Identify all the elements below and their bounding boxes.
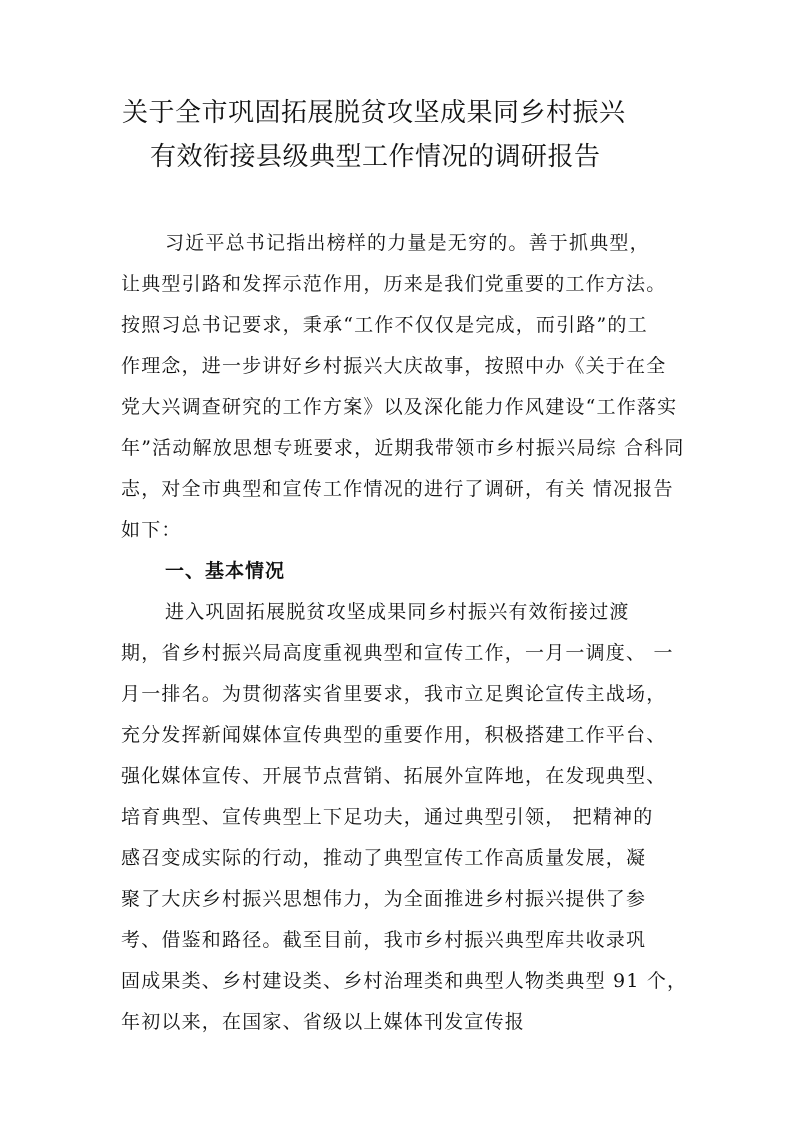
section-heading: 一、基本情况 [165,560,286,582]
intro-line: 如下： [121,519,182,541]
intro-line: 作理念，进一步讲好乡村振兴大庆故事，按照中办《关于在全 [121,355,667,377]
intro-line: 党大兴调查研究的工作方案》以及深化能力作风建设“工作落实 [121,396,678,418]
intro-line: 志，对全市典型和宣传工作情况的进行了调研，有关 情况报告 [121,478,674,500]
section-line: 进入巩固拓展脱贫攻坚成果同乡村振兴有效衔接过渡 [165,601,630,623]
section-line: 月一排名。为贯彻落实省里要求，我市立足舆论宣传主战场， [121,683,667,705]
section-line: 期，省乡村振兴局高度重视典型和宣传工作，一月一调度、 一 [121,642,674,664]
section-line: 聚了大庆乡村振兴思想伟力，为全面推进乡村振兴提供了参 [121,888,647,910]
section-line: 年初以来，在国家、省级以上媒体刊发宣传报 [121,1011,526,1033]
section-line: 固成果类、乡村建设类、乡村治理类和典型人物类典型 91 个， [121,970,688,992]
section-line: 考、借鉴和路径。截至目前，我市乡村振兴典型库共收录巩 [121,929,647,951]
intro-line: 年”活动解放思想专班要求，近期我带领市乡村振兴局综 合科同 [121,437,685,459]
section-line: 强化媒体宣传、开展节点营销、拓展外宣阵地，在发现典型、 [121,765,667,787]
section-line: 充分发挥新闻媒体宣传典型的重要作用，积极搭建工作平台、 [121,724,667,746]
section-line: 感召变成实际的行动，推动了典型宣传工作高质量发展，凝 [121,847,647,869]
intro-line: 让典型引路和发挥示范作用，历来是我们党重要的工作方法。 [121,273,667,295]
section-line: 培育典型、宣传典型上下足功夫，通过典型引领， 把精神的 [121,806,654,828]
intro-line: 习近平总书记指出榜样的力量是无穷的。善于抓典型， [165,232,650,254]
document-title-line-2: 有效衔接县级典型工作情况的调研报告 [150,142,601,172]
document-title-line-1: 关于全市巩固拓展脱贫攻坚成果同乡村振兴 [122,98,626,128]
intro-line: 按照习总书记要求，秉承“工作不仅仅是完成，而引路”的工 [121,314,648,336]
